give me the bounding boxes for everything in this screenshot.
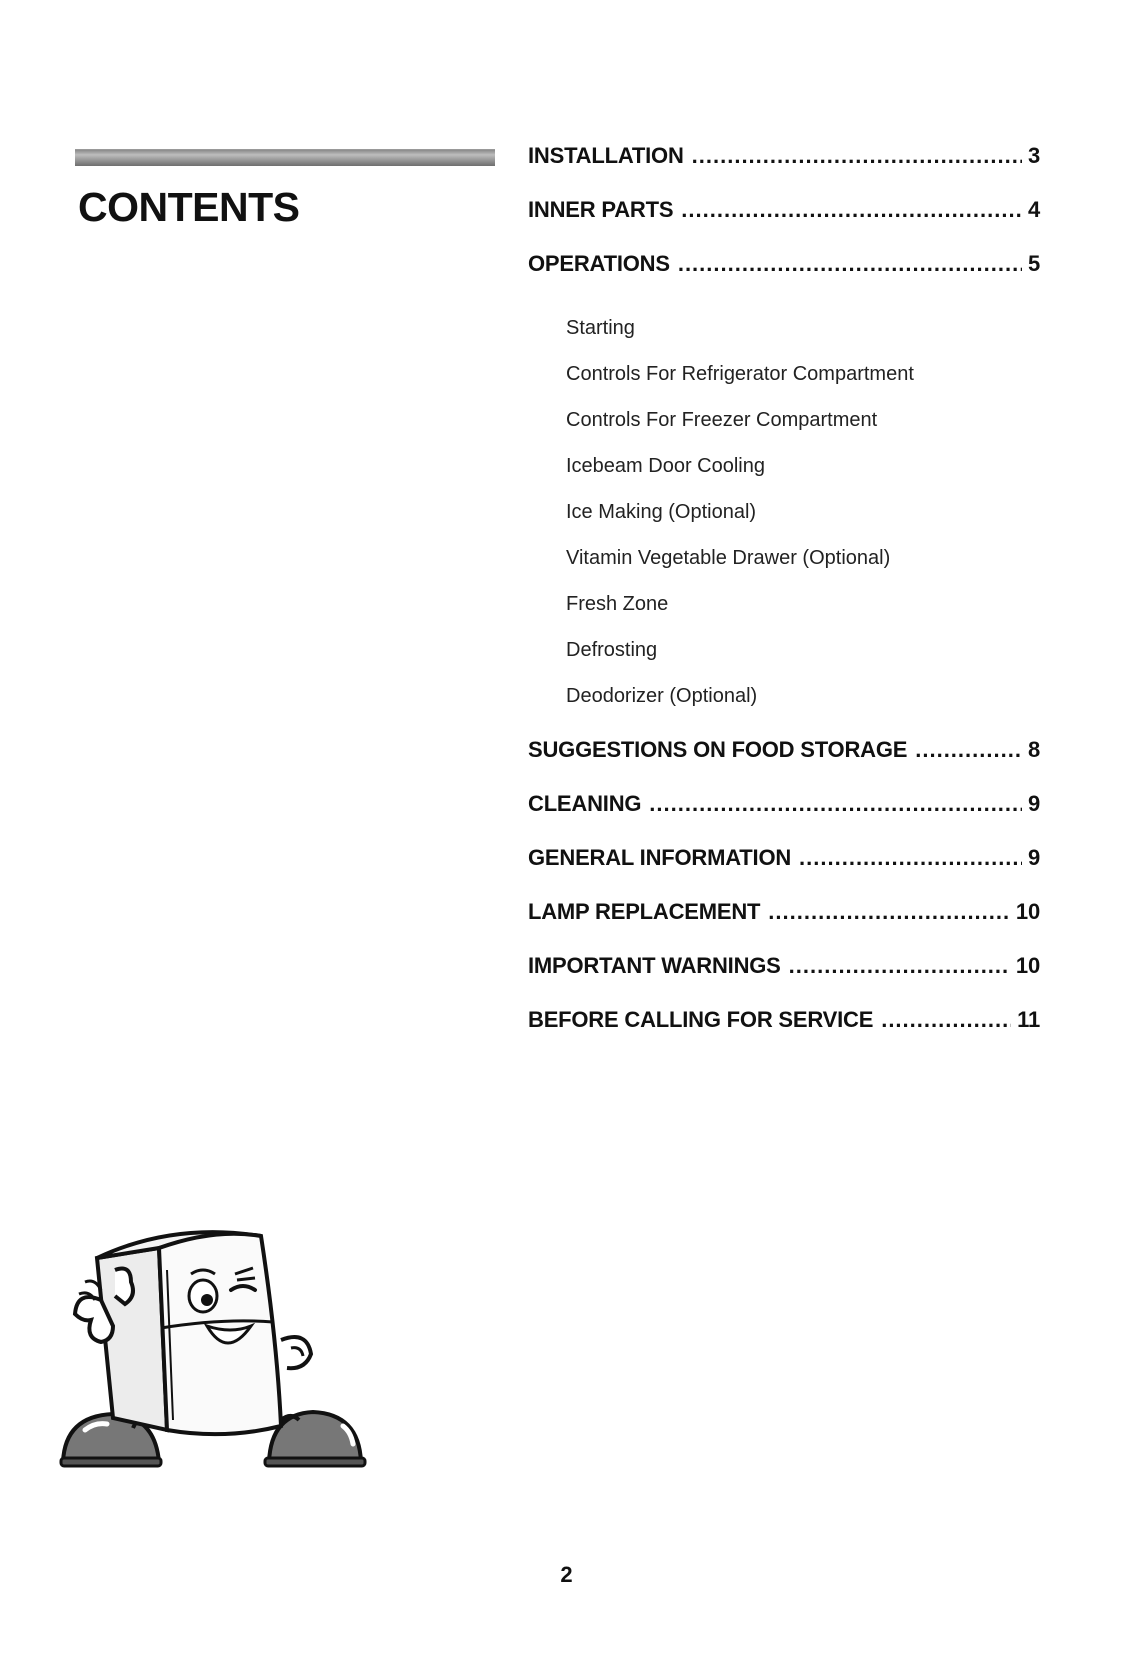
toc-entry-page: 10 [1015, 899, 1040, 924]
toc-entry-lamp-replacement[interactable] [528, 899, 1040, 953]
toc-entry-inner-parts[interactable] [528, 197, 1040, 251]
toc-leader-dots [678, 251, 1022, 277]
toc-entry-label: IMPORTANT WARNINGS [528, 953, 781, 978]
toc-entry-page: 9 [1027, 791, 1040, 816]
toc-entry-label: CLEANING [528, 791, 642, 816]
toc-entry-operations[interactable] [528, 251, 1040, 305]
toc-leader-dots [681, 197, 1022, 223]
toc-entry-label: INNER PARTS [528, 197, 674, 222]
toc-entry-page: 11 [1017, 1007, 1040, 1032]
toc-leader-dots [692, 143, 1022, 169]
toc-entry-label: OPERATIONS [528, 251, 670, 276]
toc-entry-page: 10 [1015, 953, 1040, 978]
operations-subitems [566, 305, 1040, 719]
refrigerator-mascot-icon [55, 1230, 385, 1500]
toc-subitem[interactable]: Defrosting [566, 639, 658, 661]
toc-leader-dots [768, 899, 1010, 925]
toc-entry-label: LAMP REPLACEMENT [528, 899, 761, 924]
header-rule [75, 149, 495, 166]
toc-entry-general-information[interactable] [528, 845, 1040, 899]
toc-leader-dots [649, 791, 1022, 817]
table-of-contents [528, 143, 1040, 1061]
toc-entry-page: 3 [1027, 143, 1040, 168]
toc-leader-dots [789, 953, 1010, 979]
toc-entry-installation[interactable] [528, 143, 1040, 197]
toc-leader-dots [915, 737, 1022, 763]
toc-entry-page: 8 [1027, 737, 1040, 762]
toc-entry-page: 4 [1027, 197, 1040, 222]
toc-subitem[interactable]: Deodorizer (Optional) [566, 685, 758, 707]
toc-entry-food-storage[interactable] [528, 737, 1040, 791]
toc-subitem[interactable]: Controls For Refrigerator Compartment [566, 363, 914, 385]
toc-leader-dots [881, 1007, 1011, 1033]
toc-subitem[interactable]: Icebeam Door Cooling [566, 455, 765, 477]
toc-entry-label: INSTALLATION [528, 143, 684, 168]
page-title: CONTENTS [78, 184, 300, 230]
toc-subitem[interactable]: Fresh Zone [566, 593, 669, 615]
page-number: 2 [560, 1562, 573, 1587]
toc-entry-page: 9 [1027, 845, 1040, 870]
toc-entry-important-warnings[interactable] [528, 953, 1040, 1007]
toc-entry-page: 5 [1027, 251, 1040, 276]
toc-entry-label: BEFORE CALLING FOR SERVICE [528, 1007, 874, 1032]
toc-subitem[interactable]: Starting [566, 317, 635, 339]
toc-leader-dots [799, 845, 1022, 871]
toc-subitem[interactable]: Vitamin Vegetable Drawer (Optional) [566, 547, 891, 569]
toc-entry-before-calling-service[interactable] [528, 1007, 1040, 1061]
toc-subitem[interactable]: Ice Making (Optional) [566, 501, 757, 523]
toc-entry-cleaning[interactable] [528, 791, 1040, 845]
toc-entry-label: GENERAL INFORMATION [528, 845, 792, 870]
toc-subitem[interactable]: Controls For Freezer Compartment [566, 409, 878, 431]
toc-entry-label: SUGGESTIONS ON FOOD STORAGE [528, 737, 908, 762]
